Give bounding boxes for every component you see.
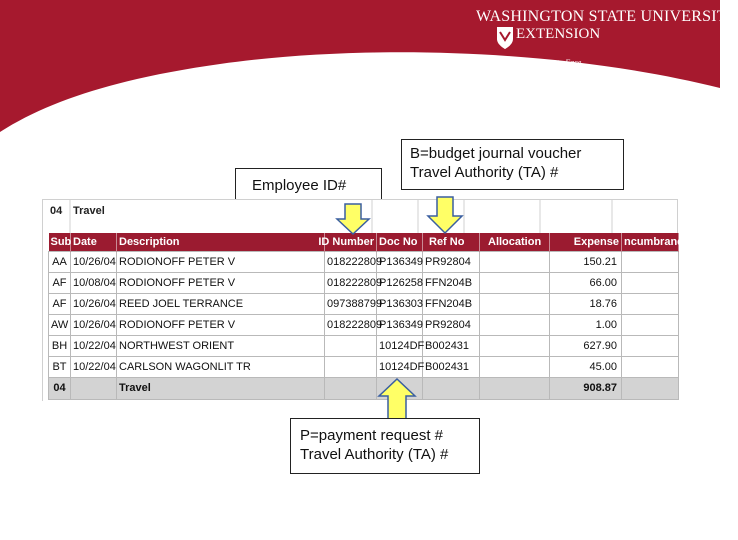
cell-description: CARLSON WAGONLIT TR	[117, 356, 325, 377]
total-expense: 908.87	[550, 377, 622, 399]
cell-ref-no: B002431	[423, 335, 480, 356]
section-code: 04	[50, 205, 63, 217]
budget-voucher-callout	[401, 139, 624, 190]
payment-request-callout-line2: Travel Authority (TA) #	[300, 446, 449, 463]
total-sub: 04	[49, 377, 71, 399]
employee-id-callout-text: Employee ID#	[252, 177, 347, 194]
total-label: Travel	[117, 377, 325, 399]
total-row	[49, 377, 679, 399]
cell-id-number: 018222809	[325, 272, 377, 293]
cell-expense: 18.76	[550, 293, 622, 314]
cell-date: 10/26/04	[71, 314, 117, 335]
column-header: Description	[117, 233, 325, 251]
column-header: Ref No	[423, 233, 480, 251]
cell-expense: 66.00	[550, 272, 622, 293]
payment-request-callout	[290, 418, 480, 474]
cell-ref-no: FFN204B	[423, 272, 480, 293]
table-row	[49, 272, 679, 293]
column-header: Expense	[550, 233, 622, 251]
cell-date: 10/08/04	[71, 272, 117, 293]
cell-description: RODIONOFF PETER V	[117, 314, 325, 335]
cell-sub: AF	[49, 272, 71, 293]
logo-extension-name: EXTENSION	[516, 26, 601, 42]
cell-expense: 45.00	[550, 356, 622, 377]
cell-date: 10/22/04	[71, 335, 117, 356]
cell-ref-no: PR92804	[423, 251, 480, 272]
logo-tagline: World Class. Face to Face.	[496, 58, 584, 67]
cell-sub: BH	[49, 335, 71, 356]
table-row	[49, 335, 679, 356]
cell-sub: AF	[49, 293, 71, 314]
cell-allocation	[480, 293, 550, 314]
arrow-down-icon-ref-no	[427, 196, 463, 234]
cell-id-number	[325, 335, 377, 356]
cell-allocation	[480, 335, 550, 356]
cell-encumbrance	[622, 335, 679, 356]
cell-description: REED JOEL TERRANCE	[117, 293, 325, 314]
column-header: Allocation	[480, 233, 550, 251]
total-ref-cell	[423, 377, 480, 399]
cell-allocation	[480, 356, 550, 377]
cell-allocation	[480, 314, 550, 335]
cell-id-number	[325, 356, 377, 377]
budget-voucher-callout-line2: Travel Authority (TA) #	[410, 164, 559, 181]
travel-transactions-table	[48, 233, 690, 400]
cell-description: RODIONOFF PETER V	[117, 251, 325, 272]
cell-encumbrance	[622, 293, 679, 314]
table-row	[49, 251, 679, 272]
cell-doc-no: P136349	[377, 251, 423, 272]
cell-id-number: 097388799	[325, 293, 377, 314]
employee-id-callout	[235, 168, 382, 202]
wsu-seal-icon	[496, 26, 514, 50]
total-encumbrance-cell	[622, 377, 679, 399]
cell-ref-no: PR92804	[423, 314, 480, 335]
total-date-cell	[71, 377, 117, 399]
table-header-row	[49, 233, 679, 251]
cell-description: NORTHWEST ORIENT	[117, 335, 325, 356]
table-row	[49, 293, 679, 314]
cell-doc-no: 10124DF	[377, 335, 423, 356]
cell-description: RODIONOFF PETER V	[117, 272, 325, 293]
cell-sub: AW	[49, 314, 71, 335]
cell-date: 10/26/04	[71, 293, 117, 314]
cell-doc-no: P126258	[377, 272, 423, 293]
cell-doc-no: 10124DF	[377, 356, 423, 377]
column-header: ID Number	[325, 233, 377, 251]
cell-encumbrance	[622, 272, 679, 293]
cell-sub: BT	[49, 356, 71, 377]
budget-voucher-callout-line1: B=budget journal voucher	[410, 145, 582, 162]
payment-request-callout-line1: P=payment request #	[300, 427, 444, 444]
section-name: Travel	[73, 205, 105, 217]
logo-university-name: WASHINGTON STATE UNIVERSITY	[476, 8, 738, 25]
cell-doc-no: P136349	[377, 314, 423, 335]
column-header: Date	[71, 233, 117, 251]
cell-date: 10/22/04	[71, 356, 117, 377]
table-row	[49, 314, 679, 335]
cell-encumbrance	[622, 251, 679, 272]
column-header: ncumbrance	[622, 233, 679, 251]
cell-encumbrance	[622, 314, 679, 335]
cell-id-number: 018222809	[325, 251, 377, 272]
cell-sub: AA	[49, 251, 71, 272]
cell-ref-no: FFN204B	[423, 293, 480, 314]
column-header: Sub	[49, 233, 71, 251]
table-row	[49, 356, 679, 377]
cell-expense: 1.00	[550, 314, 622, 335]
total-id-cell	[325, 377, 377, 399]
arrow-up-icon-doc-no	[378, 378, 416, 420]
cell-expense: 150.21	[550, 251, 622, 272]
cell-doc-no: P136303	[377, 293, 423, 314]
total-allocation-cell	[480, 377, 550, 399]
arrow-down-icon-employee-id	[336, 203, 370, 235]
column-header: Doc No	[377, 233, 423, 251]
cell-date: 10/26/04	[71, 251, 117, 272]
cell-allocation	[480, 272, 550, 293]
cell-allocation	[480, 251, 550, 272]
cell-ref-no: B002431	[423, 356, 480, 377]
cell-encumbrance	[622, 356, 679, 377]
cell-id-number: 018222809	[325, 314, 377, 335]
cell-expense: 627.90	[550, 335, 622, 356]
wsu-extension-logo	[470, 8, 738, 70]
